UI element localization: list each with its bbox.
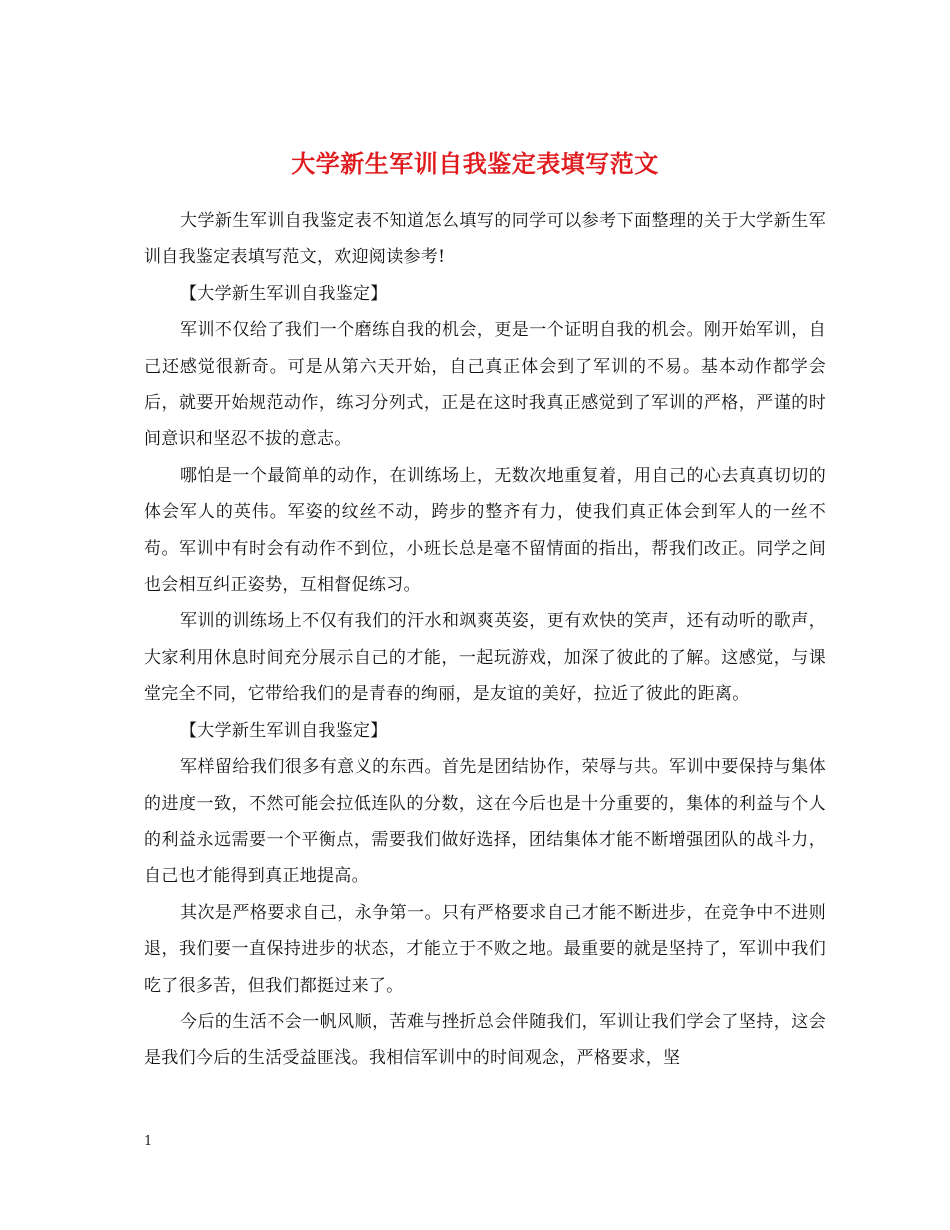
body-paragraph: 军训的训练场上不仅有我们的汗水和飒爽英姿，更有欢快的笑声，还有动听的歌声，大家利用休息时间充分展示自己的才能，一起玩游戏，加深了彼此的了解。这感觉，与课堂完全不同，它带给我们的是青春的绚丽，是友谊的美好，拉近了彼此的距离。 [144,611,826,705]
body-paragraph: 哪怕是一个最简单的动作，在训练场上，无数次地重复着，用自己的心去真真切切的体会军人的英伟。军姿的纹丝不动，跨步的整齐有力，使我们真正体会到军人的一丝不苟。军训中有时会有动作不到位，小班长总是毫不留情面的指出，帮我们改正。同学之间也会相互纠正姿势，互相督促练习。 [144,465,826,596]
body-paragraph: 今后的生活不会一帆风顺，苦难与挫折总会伴随我们，军训让我们学会了坚持，这会是我们今后的生活受益匪浅。我相信军训中的时间观念，严格要求，坚 [144,1011,826,1069]
page-number: 1 [144,1134,153,1149]
section-heading: 【大学新生军训自我鉴定】 [180,720,388,741]
body-paragraph: 军样留给我们很多有意义的东西。首先是团结协作，荣辱与共。军训中要保持与集体的进度一致，不然可能会拉低连队的分数，这在今后也是十分重要的，集体的利益与个人的利益永远需要一个平衡点，需要我们做好选择，团结集体才能不断增强团队的战斗力，自己也才能得到真正地提高。 [144,757,826,887]
intro-paragraph: 大学新生军训自我鉴定表不知道怎么填写的同学可以参考下面整理的关于大学新生军训自我鉴定表填写范文，欢迎阅读参考! [144,211,826,268]
body-paragraph: 其次是严格要求自己，永争第一。只有严格要求自己才能不断进步，在竞争中不进则退，我们要一直保持进步的状态，才能立于不败之地。最重要的就是坚持了，军训中我们吃了很多苦，但我们都挺过来了。 [144,902,826,996]
section-heading: 【大学新生军训自我鉴定】 [180,283,388,304]
document-body [144,203,826,1077]
document-title: 大学新生军训自我鉴定表填写范文 [291,149,659,179]
body-paragraph: 军训不仅给了我们一个磨练自我的机会，更是一个证明自我的机会。刚开始军训，自己还感觉很新奇。可是从第六天开始，自己真正体会到了军训的不易。基本动作都学会后，就要开始规范动作，练习分列式，正是在这时我真正感觉到了军训的严格，严谨的时间意识和坚忍不拔的意志。 [144,320,826,450]
